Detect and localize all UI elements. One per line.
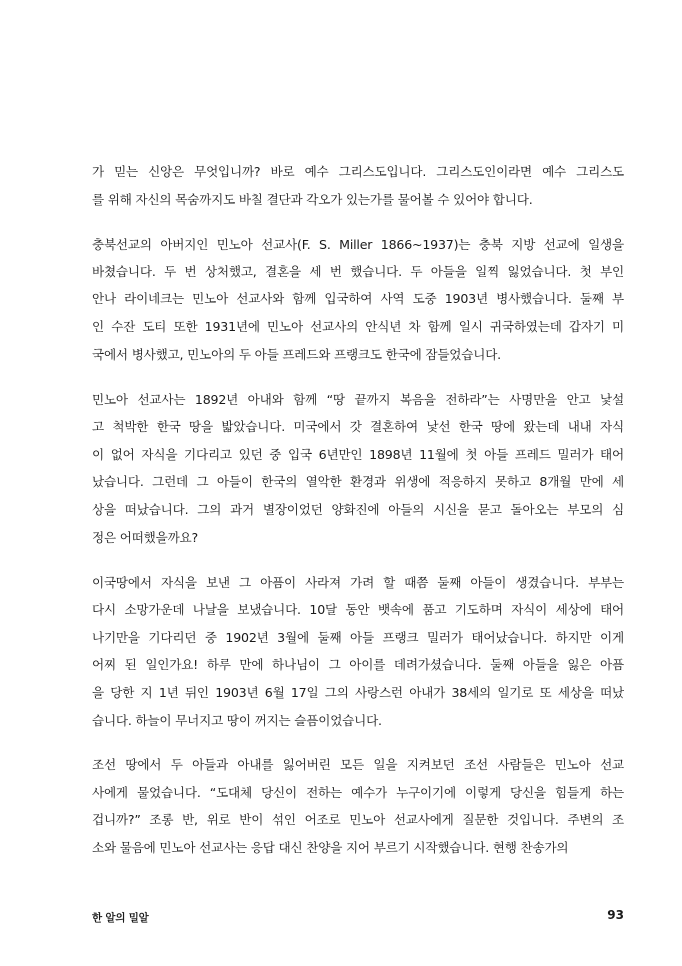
text-line: 바쳤습니다. 두 번 상처했고, 결혼을 세 번 했습니다. 두 아들을 일찍 잃었습니다. 첫 부인 [92,264,624,279]
text-line: 습니다. 하늘이 무너지고 땅이 꺼지는 슬픔이었습니다. [92,713,382,728]
text-line: 나기만을 기다리던 중 1902년 3월에 둘째 아들 프랭크 밀러가 태어났습니다. 하지만 이게 [92,630,624,645]
text-line: 를 위해 자신의 목숨까지도 바칠 결단과 각오가 있는가를 물어볼 수 있어야 합니다. [92,192,533,207]
text-line: 겁니까?” 조롱 반, 위로 반이 섞인 어조로 민노아 선교사에게 질문한 것입니다. 주변의 조 [92,812,624,827]
text-line: 국에서 병사했고, 민노아의 두 아들 프레드와 프랭크도 한국에 잠들었습니다. [92,347,501,362]
text-line: 이국땅에서 자식을 보낸 그 아픔이 사라져 가려 할 때쯤 둘째 아들이 생겼습니다. 부부는 [92,575,624,590]
text-line: 안나 라이네크는 민노아 선교사와 함께 입국하여 사역 도중 1903년 병사했습니다. 둘째 부 [92,291,624,306]
text-line: 났습니다. 그런데 그 아들이 한국의 열악한 환경과 위생에 적응하지 못하고 8개월 만에 세 [92,474,624,489]
text-line: 정은 어떠했을까요? [92,530,199,545]
text-line: 충북선교의 아버지인 민노아 선교사(F. S. Miller 1866~1937)는 충북 지방 선교에 일생을 [92,237,624,252]
page-number: 93 [607,908,624,922]
text-line: 다시 소망가운데 나날을 보냈습니다. 10달 동안 뱃속에 품고 기도하며 자식이 세상에 태어 [92,602,624,617]
text-line: 조선 땅에서 두 아들과 아내를 잃어버린 모든 일을 지켜보던 조선 사람들은 민노아 선교 [92,757,624,772]
text-line: 상을 떠났습니다. 그의 과거 별장이었던 양화진에 아들의 시신을 묻고 돌아오는 부모의 심 [92,502,624,517]
text-line: 가 믿는 신앙은 무엇입니까? 바로 예수 그리스도입니다. 그리스도인이라면 예수 그리스도 [92,164,624,179]
text-line: 소와 물음에 민노아 선교사는 응답 대신 찬양을 지어 부르기 시작했습니다. 현행 찬송가의 [92,840,569,855]
text-line: 고 척박한 한국 땅을 밟았습니다. 미국에서 갓 결혼하여 낯선 한국 땅에 왔는데 내내 자식 [92,419,624,434]
text-line: 인 수잔 도티 또한 1931년에 민노아 선교사의 안식년 차 함께 일시 귀국하였는데 갑자기 미 [92,319,624,334]
text-line: 어찌 된 일인가요! 하루 만에 하나님이 그 아이를 데려가셨습니다. 둘째 아들을 잃은 아픔 [92,657,624,672]
text-line: 사에게 물었습니다. “도대체 당신이 전하는 예수가 누구이기에 이렇게 당신을 힘들게 하는 [92,785,624,800]
running-footer-title: 한 알의 밀알 [92,912,149,924]
text-line: 이 없어 자식을 기다리고 있던 중 입국 6년만인 1898년 11월에 첫 아들 프레드 밀러가 태어 [92,447,624,462]
text-line: 민노아 선교사는 1892년 아내와 함께 “땅 끝까지 복음을 전하라”는 사명만을 안고 낯설 [92,392,624,407]
text-line: 을 당한 지 1년 뒤인 1903년 6월 17일 그의 사랑스런 아내가 38세의 일기로 또 세상을 떠났 [92,685,624,700]
